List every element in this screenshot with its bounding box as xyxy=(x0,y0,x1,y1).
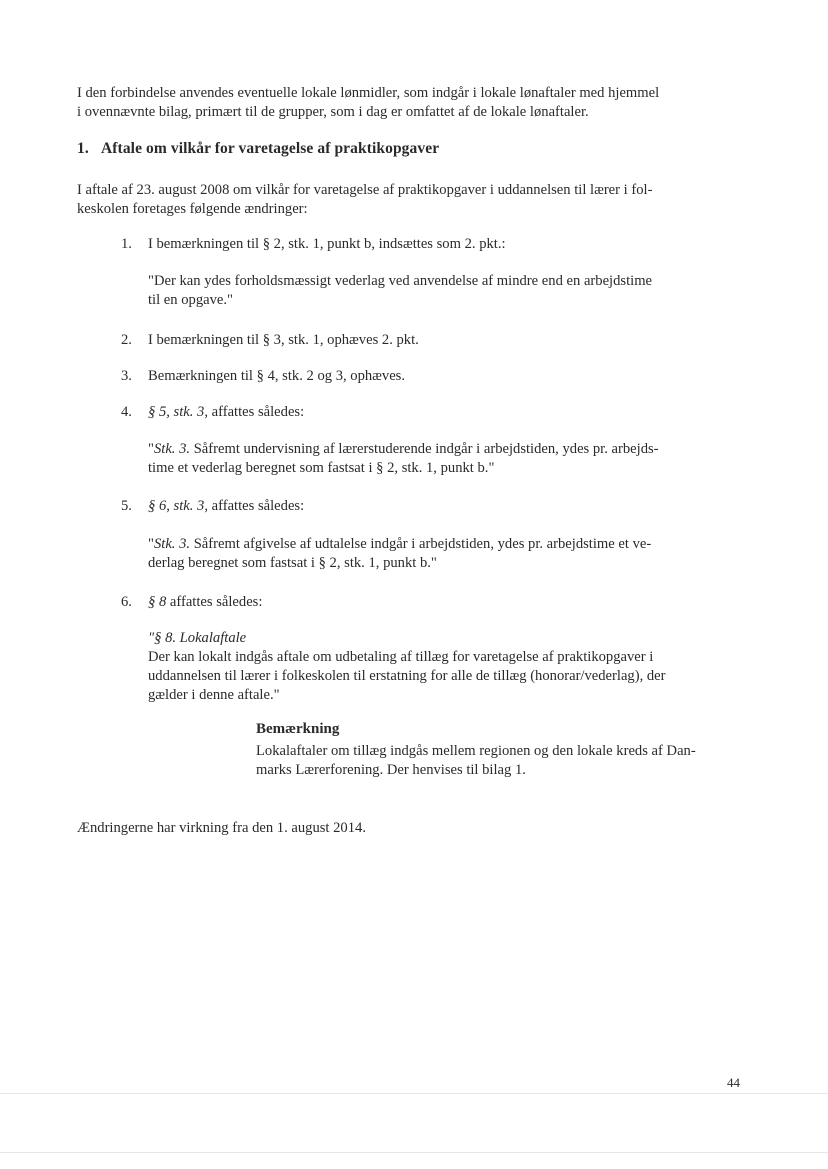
intro-line: i ovennævnte bilag, primært til de grupper, som i dag er omfattet af de lokale lønaftaler. xyxy=(77,104,589,120)
quote-ref: Stk. 3. xyxy=(153,441,191,457)
quote-line xyxy=(148,440,748,459)
item-number: 5. xyxy=(121,498,132,514)
page-divider xyxy=(0,1093,828,1094)
remark-body xyxy=(256,742,756,780)
item-ref: § 5, stk. 3, xyxy=(148,404,208,420)
section-number: 1. xyxy=(77,140,89,157)
item-text xyxy=(148,497,748,516)
quote-line: Der kan lokalt indgås aftale om udbetaling af tillæg for varetagelse af praktikopgaver i xyxy=(148,649,654,665)
item-quote xyxy=(148,440,748,478)
page-number: 44 xyxy=(727,1075,740,1090)
page-bottom-edge xyxy=(0,1152,828,1153)
quote-text: Såfremt afgivelse af udtalelse indgår i arbejdstiden, ydes pr. arbejdstime et ve- xyxy=(190,536,652,552)
item-quote xyxy=(148,535,748,573)
item-text: I bemærkningen til § 3, stk. 1, ophæves 2. pkt. xyxy=(148,332,419,348)
item-ref: § 6, stk. 3, xyxy=(148,498,208,514)
quote-line: derlag beregnet som fastsat i § 2, stk. 1, punkt b." xyxy=(148,555,437,571)
lead-line: keskolen foretages følgende ændringer: xyxy=(77,201,308,217)
item-text: Bemærkningen til § 4, stk. 2 og 3, ophæves. xyxy=(148,368,406,384)
section-title: Aftale om vilkår for varetagelse af praktikopgaver xyxy=(101,140,440,157)
intro-paragraph xyxy=(77,84,757,122)
remark-line: Lokalaftaler om tillæg indgås mellem regionen og den lokale kreds af Dan- xyxy=(256,743,696,759)
quote-line: uddannelsen til lærer i folkeskolen til erstatning for alle de tillæg (honorar/vederlag), der xyxy=(148,668,666,684)
item-text-rest: affattes således: xyxy=(208,404,305,420)
quote-line: gælder i denne aftale." xyxy=(148,687,280,703)
quote-line xyxy=(148,535,748,554)
quote-ref: Stk. 3. xyxy=(153,536,191,552)
item-text xyxy=(148,593,748,612)
remark-line: marks Lærerforening. Der henvises til bilag 1. xyxy=(256,762,526,778)
lead-paragraph xyxy=(77,181,757,219)
item-quote xyxy=(148,272,748,310)
quote-heading-text: "§ 8. Lokalaftale xyxy=(148,630,247,646)
quote-open: " xyxy=(148,536,154,552)
remark-title: Bemærkning xyxy=(256,721,340,737)
section-heading xyxy=(77,139,439,158)
item-text-rest: affattes således: xyxy=(166,594,263,610)
quote-heading xyxy=(148,629,748,648)
item-text-rest: affattes således: xyxy=(208,498,305,514)
item-number: 2. xyxy=(121,332,132,348)
item-quote xyxy=(148,629,748,705)
quote-open: " xyxy=(148,441,154,457)
item-number: 1. xyxy=(121,236,132,252)
item-number: 6. xyxy=(121,594,132,610)
lead-line: I aftale af 23. august 2008 om vilkår for varetagelse af praktikopgaver i uddannelsen til lærer i fol- xyxy=(77,182,653,198)
item-ref: § 8 xyxy=(148,594,167,610)
item-number: 4. xyxy=(121,404,132,420)
intro-line: I den forbindelse anvendes eventuelle lokale lønmidler, som indgår i lokale lønaftaler med hjemmel xyxy=(77,85,660,101)
closing-paragraph: Ændringerne har virkning fra den 1. august 2014. xyxy=(77,820,366,836)
quote-line: "Der kan ydes forholdsmæssigt vederlag ved anvendelse af mindre end en arbejdstime xyxy=(148,273,653,289)
quote-text: Såfremt undervisning af lærerstuderende indgår i arbejdstiden, ydes pr. arbejds- xyxy=(190,441,659,457)
item-text xyxy=(148,403,748,422)
quote-line: time et vederlag beregnet som fastsat i § 2, stk. 1, punkt b." xyxy=(148,460,495,476)
item-text: I bemærkningen til § 2, stk. 1, punkt b, indsættes som 2. pkt.: xyxy=(148,236,506,252)
item-number: 3. xyxy=(121,368,132,384)
quote-line: til en opgave." xyxy=(148,292,233,308)
